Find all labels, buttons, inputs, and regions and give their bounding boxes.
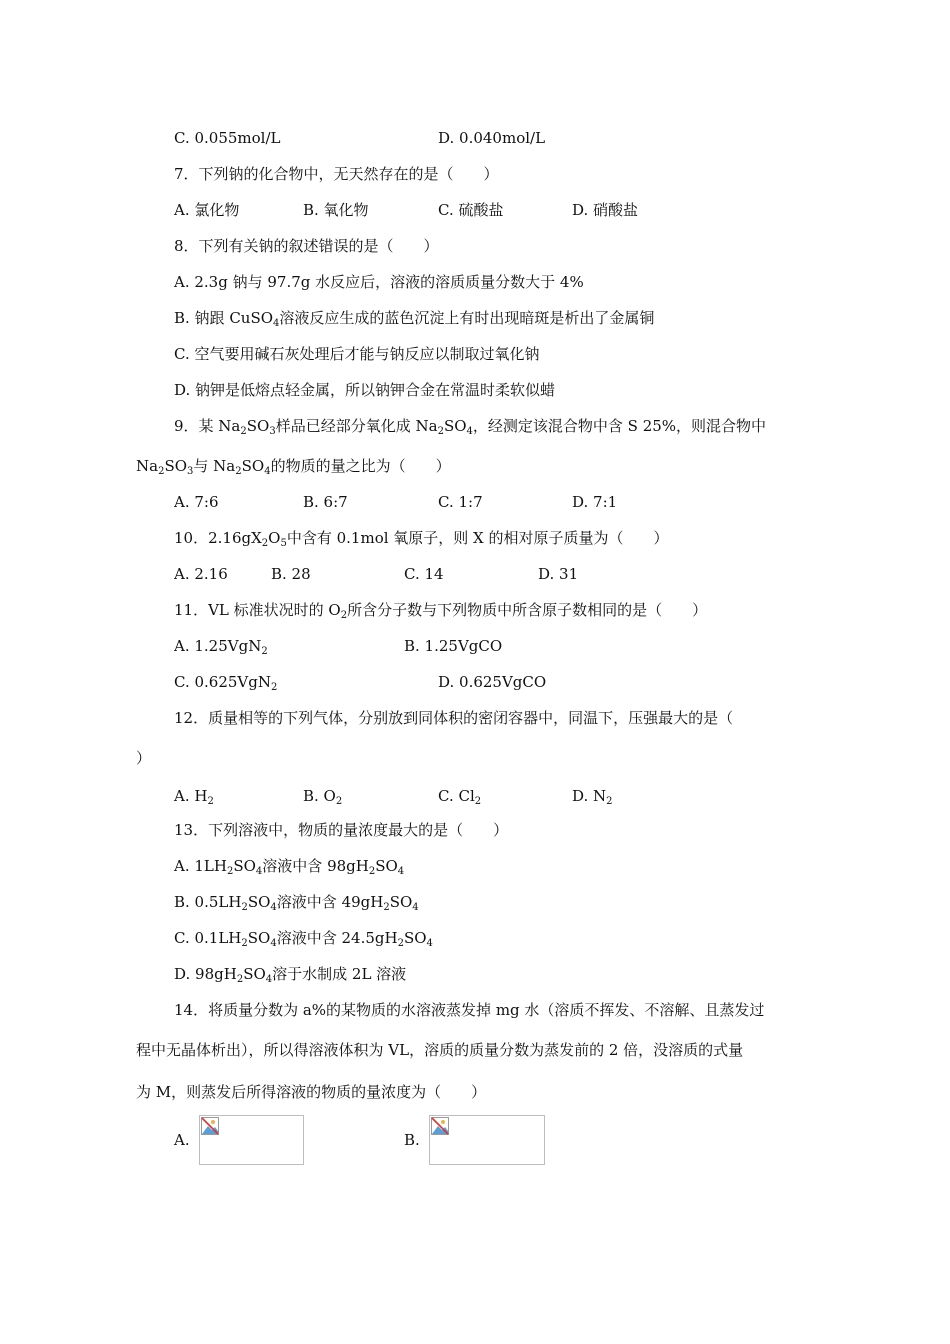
q14-option-b-image [429,1115,545,1165]
q11-option-b: B. 1.25VgCO [404,637,503,655]
q13-option-b: B. $0.5LH_2SO_4$溶液中含 $49gH_2SO_4$ [174,893,419,913]
q10-option-b: B. 28 [271,565,311,583]
q12-stem-line2: ） [136,749,152,767]
q13-option-a: A. $1LH_2SO_4$溶液中含 $98gH_2SO_4$ [174,857,405,877]
q14-stem-line3: 为 M，则蒸发后所得溶液的物质的量浓度为（ ） [136,1083,487,1101]
q6-option-d: D. 0.040mol/L [438,129,546,147]
q10-option-c: C. 14 [404,565,444,583]
q11-option-a: A. 1.25VgN$_2$ [174,637,268,657]
q12-option-d: D. $N_2$ [572,787,613,807]
q11-option-d: D. 0.625VgCO [438,673,547,691]
q9-option-c: C. 1:7 [438,493,483,511]
q9-stem-line1: 9．某 $Na_2SO_3$样品已经部分氧化成 $Na_2SO_4$，经测定该混合物中含 S 25%，则混合物中 [174,417,767,437]
broken-image-icon [431,1117,449,1135]
q7-option-d: D. 硝酸盐 [572,201,639,219]
q14-option-a-label: A. [174,1131,190,1149]
q8-option-d: D. 钠钾是低熔点轻金属，所以钠钾合金在常温时柔软似蜡 [174,381,556,399]
q12-option-b: B. $O_2$ [303,787,343,807]
q10-option-d: D. 31 [538,565,579,583]
q10-stem: 10．$2.16gX_2O_5$中含有 0.1mol 氧原子，则 X 的相对原子质量为（ ） [174,529,669,549]
q7-option-b: B. 氧化物 [303,201,369,219]
q14-option-a-image [199,1115,304,1165]
q13-option-d: D. $98gH_2SO_4$溶于水制成 2L 溶液 [174,965,407,985]
q13-stem: 13．下列溶液中，物质的量浓度最大的是（ ） [174,821,509,839]
q14-stem-line1: 14．将质量分数为 a%的某物质的水溶液蒸发掉 mg 水（溶质不挥发、不溶解、且蒸发过 [174,1001,765,1019]
q12-option-c: C. $Cl_2$ [438,787,482,807]
q11-stem: 11．VL 标准状况时的 $O_2$所含分子数与下列物质中所含原子数相同的是（ ） [174,601,708,621]
q12-option-a: A. $H_2$ [174,787,214,807]
q14-stem-line2: 程中无晶体析出），所以得溶液体积为 VL，溶质的质量分数为蒸发前的 2 倍，没溶质的式量 [136,1041,744,1059]
q13-option-c: C. $0.1LH_2SO_4$溶液中含 $24.5gH_2SO_4$ [174,929,433,949]
q7-option-c: C. 硫酸盐 [438,201,504,219]
q7-stem: 7．下列钠的化合物中，无天然存在的是（ ） [174,165,499,183]
q8-option-c: C. 空气要用碱石灰处理后才能与钠反应以制取过氧化钠 [174,345,540,363]
q11-option-c: C. 0.625VgN$_2$ [174,673,278,693]
q8-option-a: A. 2.3g 钠与 97.7g 水反应后，溶液的溶质质量分数大于 4% [174,273,584,291]
q6-option-c: C. 0.055mol/L [174,129,281,147]
q9-option-b: B. 6:7 [303,493,348,511]
q8-option-b: B. 钠跟 CuSO$_4$溶液反应生成的蓝色沉淀上有时出现暗斑是析出了金属铜 [174,309,655,329]
q9-option-d: D. 7:1 [572,493,618,511]
q9-option-a: A. 7:6 [174,493,219,511]
q10-option-a: A. 2.16 [174,565,228,583]
q12-stem-line1: 12．质量相等的下列气体，分别放到同体积的密闭容器中，同温下，压强最大的是（ [174,709,734,727]
broken-image-icon [201,1117,219,1135]
q8-stem: 8．下列有关钠的叙述错误的是（ ） [174,237,439,255]
q9-stem-line2: $Na_2SO_3$与 $Na_2SO_4$的物质的量之比为（ ） [136,457,451,477]
q14-option-b-label: B. [404,1131,420,1149]
q7-option-a: A. 氯化物 [174,201,240,219]
